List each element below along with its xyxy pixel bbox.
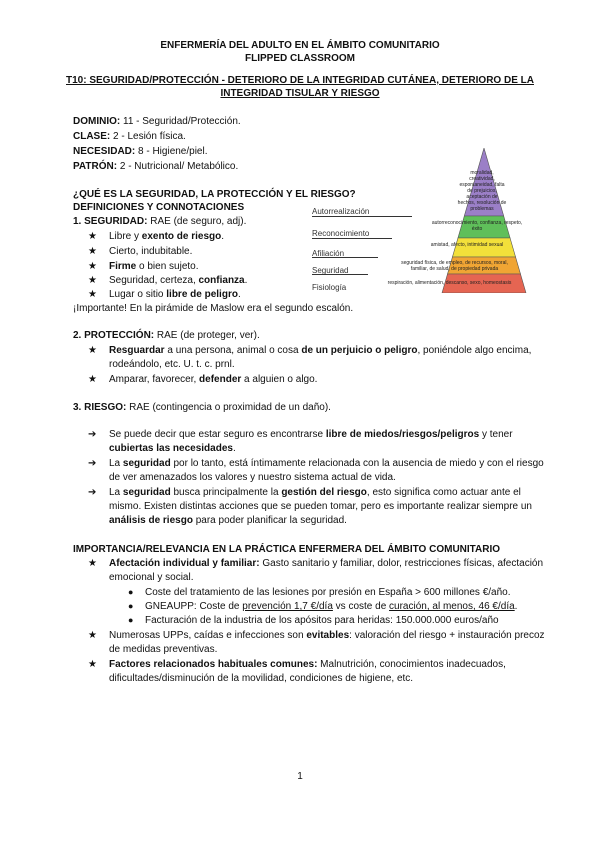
dominio-line (73, 115, 241, 128)
list-item: Resguardar a una persona, animal o cosa de un perjuicio o peligro, poniéndole algo encima, (109, 345, 532, 356)
patron-line (73, 160, 238, 173)
proteccion-label: 2. PROTECCIÓN: (73, 330, 155, 341)
list-item-continuation: emocional y social. (109, 572, 194, 583)
section1-title: ¿QUÉ ES LA SEGURIDAD, LA PROTECCIÓN Y EL RIESGO? (73, 189, 356, 200)
dominio-label: DOMINIO: (73, 116, 121, 127)
list-item: La seguridad por lo tanto, está íntimamente relacionada con la ausencia de miedo y con el riesgo (109, 458, 544, 469)
maslow-note: ¡Importante! En la pirámide de Maslow era el segundo escalón. (73, 303, 354, 314)
sub-list-item: Facturación de la industria de los apósitos para heridas: 150.000.000 euros/año (145, 615, 499, 626)
list-item: Libre y exento de riesgo. (109, 231, 225, 242)
pyramid-divider (312, 257, 378, 258)
arrow-bullet-icon: ➔ (88, 429, 97, 440)
seguridad-def: RAE (de seguro, adj). (147, 216, 247, 227)
pyramid-level-text: seguridad física, de empleo, de recursos, moral, familiar, de salud, de propiedad privada (401, 260, 508, 272)
star-bullet-icon: ★ (88, 261, 97, 272)
riesgo-heading (73, 401, 331, 414)
pyramid-divider (312, 238, 392, 239)
list-item: Se puede decir que estar seguro es encontrarse libre de miedos/riesgos/peligros y tener (109, 429, 513, 440)
list-item-continuation: de medidas preventivas. (109, 644, 218, 655)
riesgo-def: RAE (contingencia o proximidad de un daño). (126, 402, 331, 413)
importancia-title: IMPORTANCIA/RELEVANCIA EN LA PRÁCTICA ENFERMERA DEL ÁMBITO COMUNITARIO (73, 544, 501, 555)
star-bullet-icon: ★ (88, 659, 97, 670)
list-item-continuation: mismo. Existen distintas acciones que se pueden tomar, pero es importante realizar siempre un (109, 501, 532, 512)
sub-list-item: Coste del tratamiento de las lesiones por presión en España > 600 millones €/año. (145, 587, 511, 598)
seguridad-label: 1. SEGURIDAD: (73, 216, 148, 227)
riesgo-label: 3. RIESGO: (73, 402, 127, 413)
proteccion-heading (73, 329, 260, 342)
dot-bullet-icon: ● (128, 601, 134, 611)
list-item: Cierto, indubitable. (109, 246, 193, 257)
star-bullet-icon: ★ (88, 558, 97, 569)
dominio-value: 11 - Seguridad/Protección. (120, 116, 241, 127)
clase-label: CLASE: (73, 131, 111, 142)
pyramid-label: Reconocimiento (312, 229, 370, 238)
list-item: Afectación individual y familiar: Gasto sanitario y familiar, dolor, restricciones físicas, afectación (109, 558, 544, 569)
arrow-bullet-icon: ➔ (88, 458, 97, 469)
pyramid-label: Autorrealización (312, 207, 370, 216)
pyramid-level-text: respiración, alimentación, descanso, sexo, homeostasis (387, 280, 512, 286)
patron-value: 2 - Nutricional/ Metabólico. (117, 161, 239, 172)
list-item: Seguridad, certeza, confianza. (109, 275, 248, 286)
list-item: Firme o bien sujeto. (109, 261, 199, 272)
star-bullet-icon: ★ (88, 345, 97, 356)
section1-subtitle: DEFINICIONES Y CONNOTACIONES (73, 202, 245, 213)
list-item-continuation: cubiertas las necesidades. (109, 443, 236, 454)
necesidad-line (73, 145, 208, 158)
pyramid-level-text: moralidad, creatividad, espontaneidad, falta de prejuicios, aceptación de hechos, resolución de problemas (457, 170, 507, 212)
clase-value: 2 - Lesión física. (110, 131, 186, 142)
pyramid-divider (312, 216, 412, 217)
arrow-bullet-icon: ➔ (88, 487, 97, 498)
pyramid-label: Seguridad (312, 266, 349, 275)
star-bullet-icon: ★ (88, 289, 97, 300)
pyramid-divider (312, 274, 368, 275)
page-number: 1 (297, 771, 303, 782)
list-item-continuation: análisis de riesgo para poder planificar la seguridad. (109, 515, 347, 526)
star-bullet-icon: ★ (88, 231, 97, 242)
pyramid-label: Afiliación (312, 249, 345, 258)
list-item-continuation: rodeándolo, etc. U. t. c. prnl. (109, 359, 235, 370)
topic-title-line2: INTEGRIDAD TISULAR Y RIESGO (220, 88, 380, 99)
star-bullet-icon: ★ (88, 275, 97, 286)
list-item-continuation: dificultades/disminución de la movilidad, condiciones de higiene, etc. (109, 673, 414, 684)
dot-bullet-icon: ● (128, 615, 134, 625)
proteccion-def: RAE (de proteger, ver). (154, 330, 260, 341)
star-bullet-icon: ★ (88, 246, 97, 257)
seguridad-heading (73, 215, 246, 228)
doc-title: ENFERMERÍA DEL ADULTO EN EL ÁMBITO COMUNITARIO (160, 40, 440, 51)
star-bullet-icon: ★ (88, 630, 97, 641)
list-item-continuation: de ver amenazados los valores y nuestro sistema actual de vida. (109, 472, 396, 483)
pyramid-label: Fisiología (312, 283, 347, 292)
doc-subtitle: FLIPPED CLASSROOM (244, 53, 355, 64)
necesidad-value: 8 - Higiene/piel. (135, 146, 208, 157)
necesidad-label: NECESIDAD: (73, 146, 136, 157)
topic-title-line1: T10: SEGURIDAD/PROTECCIÓN - DETERIORO DE LA INTEGRIDAD CUTÁNEA, DETERIORO DE LA (66, 75, 534, 86)
clase-line (73, 130, 186, 143)
star-bullet-icon: ★ (88, 374, 97, 385)
list-item: Numerosas UPPs, caídas e infecciones son evitables: valoración del riesgo + instauración precoz (109, 630, 545, 641)
pyramid-level-text: autorreconocimiento, confianza, respeto, éxito (431, 220, 523, 232)
dot-bullet-icon: ● (128, 587, 134, 597)
patron-label: PATRÓN: (73, 161, 118, 172)
sub-list-item: GNEAUPP: Coste de prevención 1,7 €/día vs coste de curación, al menos, 46 €/día. (145, 601, 518, 612)
list-item: La seguridad busca principalmente la gestión del riesgo, esto significa como actuar ante el (109, 487, 521, 498)
list-item: Lugar o sitio libre de peligro. (109, 289, 241, 300)
maslow-pyramid (312, 148, 527, 293)
list-item: Amparar, favorecer, defender a alguien o algo. (109, 374, 318, 385)
pyramid-level-text: amistad, afecto, intimidad sexual (430, 242, 504, 248)
list-item: Factores relacionados habituales comunes: Malnutrición, conocimientos inadecuados, (109, 659, 506, 670)
